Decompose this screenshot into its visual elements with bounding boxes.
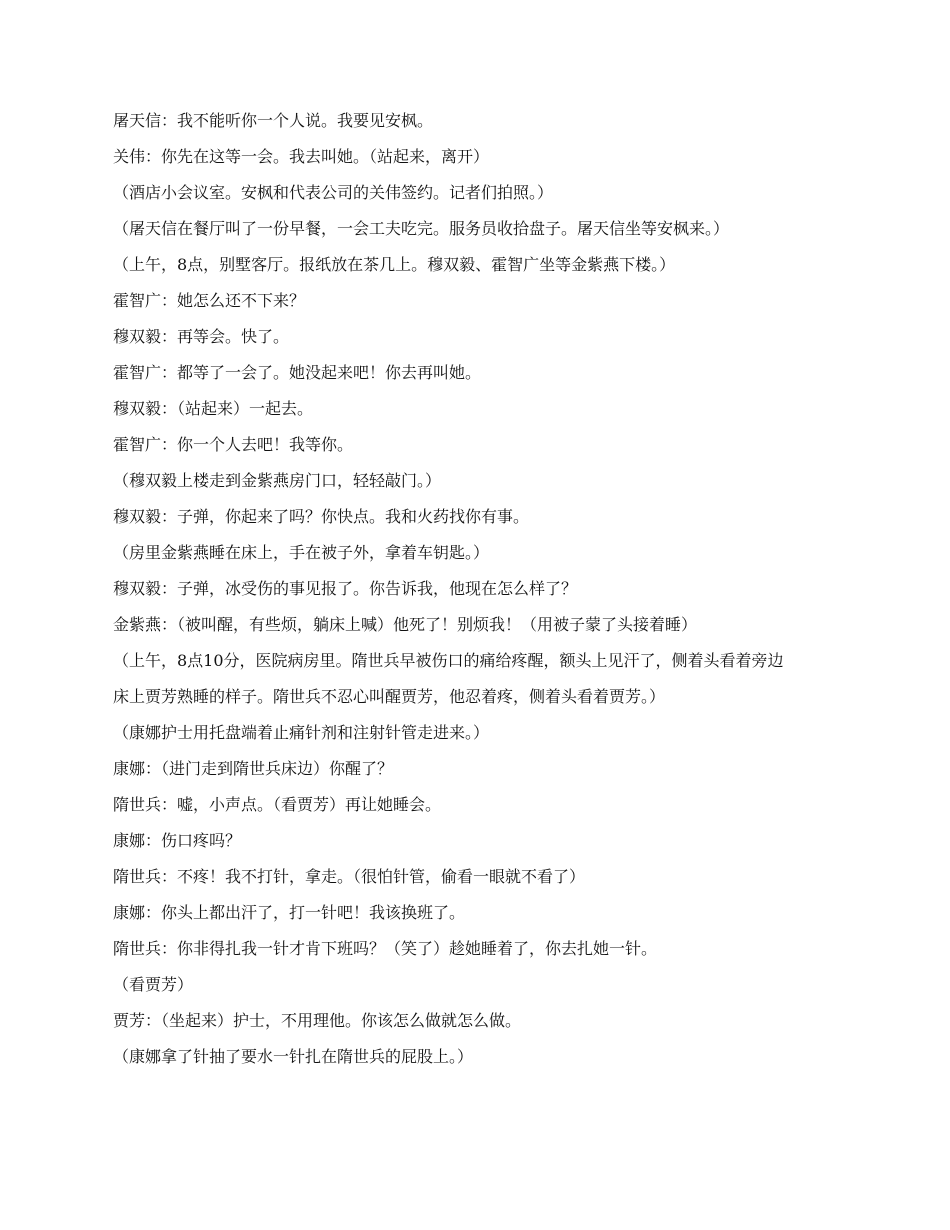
script-line: 康娜：伤口疼吗？ [113, 831, 242, 850]
script-line: 隋世兵：你非得扎我一针才肯下班吗？（笑了）趁她睡着了，你去扎她一针。 [113, 939, 658, 958]
script-line: 床上贾芳熟睡的样子。隋世兵不忍心叫醒贾芳，他忍着疼，侧着头看着贾芳。） [113, 687, 666, 706]
script-line: 隋世兵：嘘，小声点。（看贾芳）再让她睡会。 [113, 795, 442, 814]
script-line: （酒店小会议室。安枫和代表公司的关伟签约。记者们拍照。） [113, 183, 554, 202]
script-line: （屠天信在餐厅叫了一份早餐，一会工夫吃完。服务员收拾盘子。屠天信坐等安枫来。） [113, 219, 730, 238]
script-line: 关伟：你先在这等一会。我去叫她。（站起来，离开） [113, 147, 490, 166]
script-line: （房里金紫燕睡在床上，手在被子外，拿着车钥匙。） [113, 543, 490, 562]
script-line: 金紫燕：（被叫醒，有些烦，躺床上喊）他死了！别烦我！（用被子蒙了头接着睡） [113, 615, 698, 634]
script-line: （上午，8点，别墅客厅。报纸放在茶几上。穆双毅、霍智广坐等金紫燕下楼。） [113, 255, 676, 274]
script-line: 贾芳：（坐起来）护士，不用理他。你该怎么做就怎么做。 [113, 1011, 522, 1030]
script-line: 穆双毅：（站起来）一起去。 [113, 399, 314, 418]
script-line: 穆双毅：子弹，你起来了吗？你快点。我和火药找你有事。 [113, 507, 530, 526]
script-line: 霍智广：都等了一会了。她没起来吧！你去再叫她。 [113, 363, 482, 382]
script-line: 霍智广：她怎么还不下来？ [113, 291, 306, 310]
script-line: 穆双毅：再等会。快了。 [113, 327, 290, 346]
script-line: （康娜拿了针抽了要水一针扎在隋世兵的屁股上。） [113, 1047, 474, 1066]
script-line: （穆双毅上楼走到金紫燕房门口，轻轻敲门。） [113, 471, 442, 490]
script-line: 康娜：你头上都出汗了，打一针吧！我该换班了。 [113, 903, 466, 922]
script-line: 康娜：（进门走到隋世兵床边）你醒了？ [113, 759, 394, 778]
script-line: 穆双毅：子弹，冰受伤的事见报了。你告诉我，他现在怎么样了？ [113, 579, 578, 598]
script-line: 屠天信：我不能听你一个人说。我要见安枫。 [113, 111, 434, 130]
script-text-body [113, 110, 843, 1082]
script-line: 霍智广：你一个人去吧！我等你。 [113, 435, 354, 454]
script-line: 隋世兵：不疼！我不打针，拿走。（很怕针管，偷看一眼就不看了） [113, 867, 586, 886]
script-line: （上午，8点10分，医院病房里。隋世兵早被伤口的痛给疼醒，额头上见汗了，侧着头看着旁边 [113, 651, 784, 670]
script-line: （看贾芳） [113, 975, 194, 994]
script-line: （康娜护士用托盘端着止痛针剂和注射针管走进来。） [113, 723, 490, 742]
